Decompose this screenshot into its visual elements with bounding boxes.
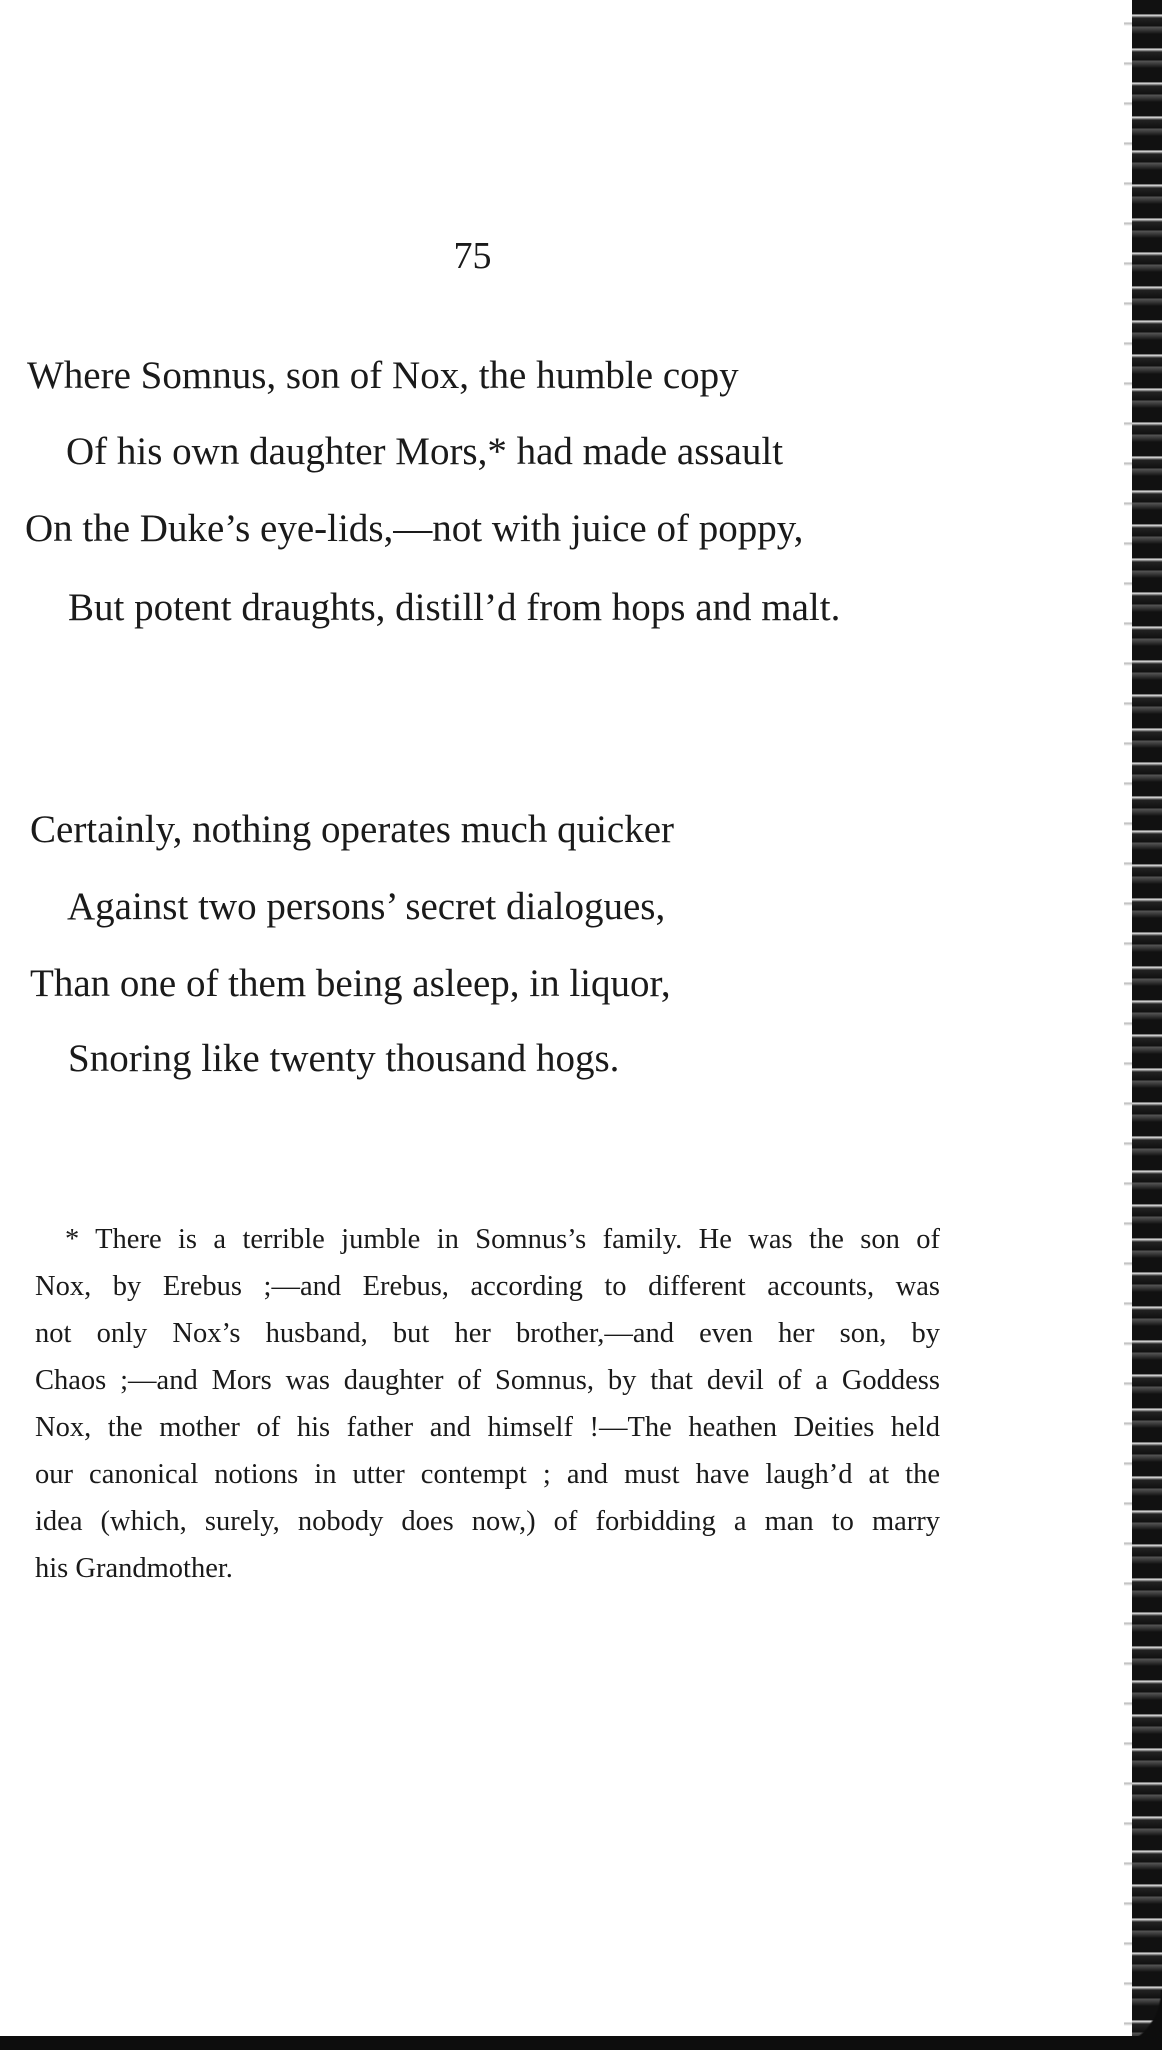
- verse-line: Snoring like twenty thousand hogs.: [68, 1037, 620, 1080]
- footnote-line: our canonical notions in utter contempt ; and must have laugh’d at the: [35, 1459, 940, 1490]
- footnote-line: Nox, by Erebus ;—and Erebus, according to different accounts, was: [35, 1271, 940, 1302]
- page-edge-shadow: [1124, 0, 1132, 2050]
- footnote-line: his Grandmother.: [35, 1553, 233, 1584]
- footnote-line: idea (which, surely, nobody does now,) of forbidding a man to marry: [35, 1506, 940, 1537]
- footnote-line: Nox, the mother of his father and himself !—The heathen Deities held: [35, 1412, 940, 1443]
- book-binding-edge: [1132, 0, 1162, 2050]
- verse-line: Against two persons’ secret dialogues,: [67, 885, 666, 928]
- verse-line: On the Duke’s eye-lids,—not with juice of poppy,: [25, 507, 804, 550]
- footnote-line: Chaos ;—and Mors was daughter of Somnus, by that devil of a Goddess: [35, 1365, 940, 1396]
- page-number: 75: [453, 235, 492, 277]
- page-corner-curl: [1102, 1990, 1162, 2050]
- verse-line: Of his own daughter Mors,* had made assault: [66, 430, 784, 473]
- footnote-line: * There is a terrible jumble in Somnus’s family. He was the son of: [65, 1224, 940, 1255]
- verse-line: But potent draughts, distill’d from hops and malt.: [68, 586, 841, 629]
- verse-line: Than one of them being asleep, in liquor,: [30, 962, 671, 1005]
- verse-line: Certainly, nothing operates much quicker: [30, 808, 675, 851]
- verse-line: Where Somnus, son of Nox, the humble copy: [27, 354, 739, 397]
- page-bottom-edge: [0, 2036, 1162, 2050]
- footnote-line: not only Nox’s husband, but her brother,—and even her son, by: [35, 1318, 940, 1349]
- footnote: [35, 1216, 940, 1592]
